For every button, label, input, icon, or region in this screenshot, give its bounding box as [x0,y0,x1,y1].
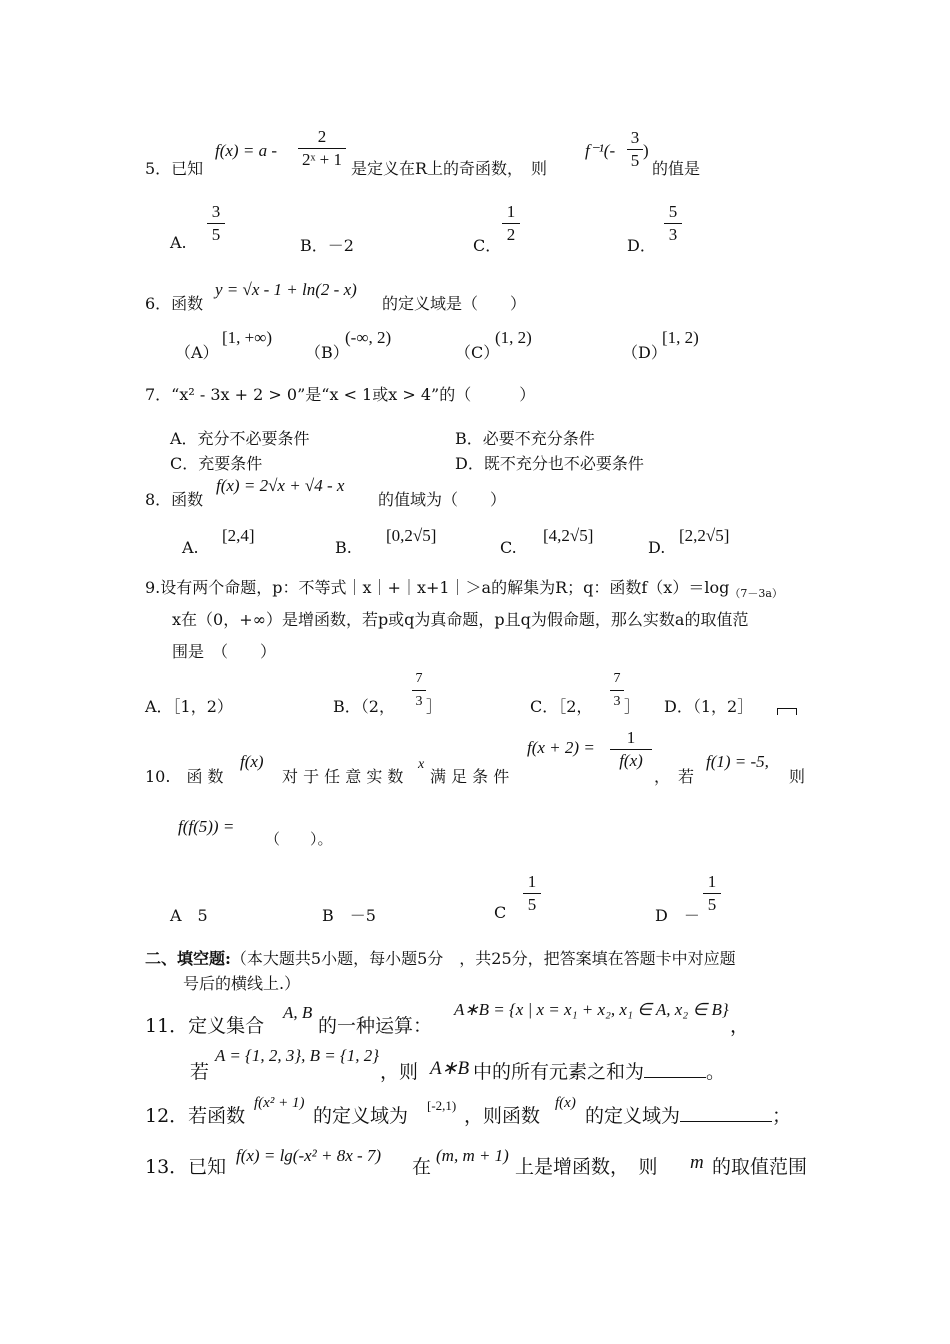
q11-end [473,1057,725,1084]
q10-condition-fraction [610,728,652,771]
q11-end-text: 中的所有元素之和为 [473,1061,645,1083]
q10-x: x [418,757,425,772]
q11-operation: A∗B [430,1058,470,1079]
q5-option-a-fraction [207,202,225,245]
q9-option-b-close: ］ [426,697,443,716]
q9-b-den: 3 [415,694,423,709]
q10-option-d: D － [655,906,700,925]
q10-then: 则 [789,767,806,786]
q9-option-c-fraction [610,669,624,712]
q5-c-den: 2 [506,225,516,244]
q6-option-b-label: （B） [305,343,349,362]
q9-line-1-text: 9.设有两个命题，p：不等式｜x｜+｜x+1｜＞a的解集为R；q：函数f（x）＝log [145,578,730,597]
q12-semicolon: ； [772,1105,792,1127]
q6-option-d: [1, 2) [662,328,699,347]
q12-domain: [-2,1) [427,1098,457,1113]
q12-end [585,1101,791,1128]
q7-option-d: D．既不充分也不必要条件 [455,454,644,473]
q11-definition: A∗B = {x | x = x₁ + x₂, x₁ ∈ A, x₂ ∈ B} [454,1000,729,1019]
q6-expression: y = √x - 1 + ln(2 - x) [215,280,357,299]
q5-mid: 是定义在R上的奇函数， 则 [351,159,548,178]
q12-mid2: ，则函数 [464,1105,541,1127]
q6-option-a-label: （A） [175,343,219,362]
q7-option-a: A．充分不必要条件 [170,429,310,448]
q12-end-text: 的定义域为 [585,1105,681,1127]
q9-option-b-fraction [412,669,426,712]
q11-sets: A = {1, 2, 3}, B = {1, 2} [215,1046,380,1065]
q8-option-b-label: B. [335,538,352,557]
q12-number: 12．若函数 [145,1105,246,1127]
q10-option-b: B －5 [322,906,376,925]
q10-d-den: 5 [707,895,717,914]
q5-inverse-num: 3 [630,128,640,147]
q13-expression: f(x) = lg(-x² + 8x - 7) [236,1146,382,1165]
q5-option-c-fraction [502,202,520,245]
q8-option-d: [2,2√5] [679,526,730,545]
q10-ask: f(f(5)) = [178,817,235,836]
q10-option-a: A 5 [170,906,208,925]
q9-option-c-close: ］ [624,697,641,716]
q5-a-den: 5 [211,225,221,244]
q8-option-b: [0,2√5] [386,526,437,545]
q10-d-num: 1 [707,872,717,891]
q11-comma: ， [730,1015,750,1037]
q6-number: 6．函数 [145,294,204,313]
q12-answer-blank[interactable] [680,1121,772,1122]
q5-c-num: 1 [506,202,516,221]
q12-f2: f(x) [555,1095,576,1111]
q9-line-3: 围是 （ ） [172,642,277,661]
q6-end: 的定义域是（ ） [382,294,527,313]
q5-number: 5．已知 [145,159,204,178]
q9-line-1 [145,575,783,601]
q5-fraction-den: 2ˣ + 1 [301,150,342,169]
q11-mid: 的一种运算： [318,1015,433,1037]
q10-paren: （ ）。 [265,830,333,848]
q5-function: f(x) = a - [215,141,277,160]
q8-end: 的值域为（ ） [378,490,507,509]
section-2-instructions: （本大题共5小题，每小题5分 ，共25分，把答案填在答题卡中对应题 [230,949,736,968]
q9-b-num: 7 [415,671,423,686]
q7-option-c: C．充要条件 [170,454,263,473]
q10-c-num: 1 [527,872,537,891]
q5-inverse: f⁻¹(- [585,141,616,160]
q12-f1: f(x² + 1) [254,1095,305,1111]
q9-option-b: B．（2， [333,697,395,716]
q10-cond-den: f(x) [619,751,643,770]
q6-option-d-label: （D） [622,343,667,362]
q11-ab: A, B [283,1003,313,1022]
q10-c-den: 5 [527,895,537,914]
q10-option-c: C [494,903,507,922]
section-2-title: 二、填空题: [145,949,231,968]
q8-option-a-label: A. [182,538,199,557]
q13-number: 13．已知 [145,1156,227,1178]
q6-option-c: (1, 2) [495,328,532,347]
q8-number: 8．函数 [145,490,204,509]
q5-inverse-den: 5 [630,151,640,170]
q11-answer-blank[interactable] [644,1077,706,1078]
q9-option-c: C．［2， [530,697,593,716]
section-2-header [145,946,736,969]
q6-option-c-label: （C） [455,343,500,362]
q5-d-num: 5 [668,202,678,221]
q6-option-b: (-∞, 2) [345,328,392,347]
q10-mid2: 满 足 条 件 [430,767,510,786]
q8-option-c-label: C. [500,538,517,557]
q5-option-a: A. [170,233,187,252]
q10-option-c-fraction [523,872,541,915]
q5-option-d-fraction [664,202,682,245]
q8-option-a: [2,4] [222,526,255,545]
q7-option-b: B．必要不充分条件 [455,429,595,448]
q13-interval: (m, m + 1) [436,1146,509,1165]
q5-inverse-fraction [627,128,643,171]
q5-fraction [298,127,346,170]
q12-mid: 的定义域为 [313,1105,409,1127]
q5-end: 的值是 [652,159,701,178]
q5-inverse-close: ) [643,141,649,160]
section-2-instructions-cont: 号后的横线上.） [183,974,301,993]
q11-then: ，则 [380,1061,419,1083]
q5-fraction-num: 2 [317,127,327,146]
q5-a-num: 3 [211,202,221,221]
q13-mid: 上是增函数， 则 [515,1156,658,1178]
q11-number: 11．定义集合 [145,1015,265,1037]
q11-period: 。 [706,1061,726,1083]
q10-number: 10. 函 数 [145,767,224,786]
q7-question: 7．“x² - 3x + 2 > 0”是“x < 1或x > 4”的（ ） [145,385,536,404]
q8-option-d-label: D. [648,538,666,557]
q5-option-c: C． [473,236,502,255]
mark-glyph [777,708,797,715]
q5-d-den: 3 [668,225,678,244]
q13-in: 在 [412,1156,432,1178]
q11-if: 若 [190,1061,210,1083]
q9-option-a: A．［1，2） [145,697,233,716]
q10-cond-num: 1 [626,728,636,747]
q9-c-den: 3 [613,694,621,709]
q10-function: f(x) [240,752,264,771]
q13-m: m [690,1152,704,1173]
q9-line-2: x在（0，+∞）是增函数，若p或q为真命题，p且q为假命题，那么实数a的取值范 [172,610,749,629]
q6-option-a: [1, +∞) [222,328,273,347]
q10-mid: 对 于 任 意 实 数 [282,767,404,786]
q9-option-d: D．（1，2］ [664,697,754,716]
q9-c-num: 7 [613,671,621,686]
q13-end: 的取值范围 [712,1156,808,1178]
q8-expression: f(x) = 2√x + √4 - x [216,476,345,495]
q9-log-base: （7－3a） [729,587,783,601]
q10-if: ， 若 [654,767,695,786]
q8-option-c: [4,2√5] [543,526,594,545]
q5-option-d: D． [627,236,656,255]
q10-option-d-fraction [703,872,721,915]
q5-option-b: B．－2 [300,236,354,255]
q10-given: f(1) = -5, [706,752,769,771]
q10-condition-lhs: f(x + 2) = [527,738,595,757]
